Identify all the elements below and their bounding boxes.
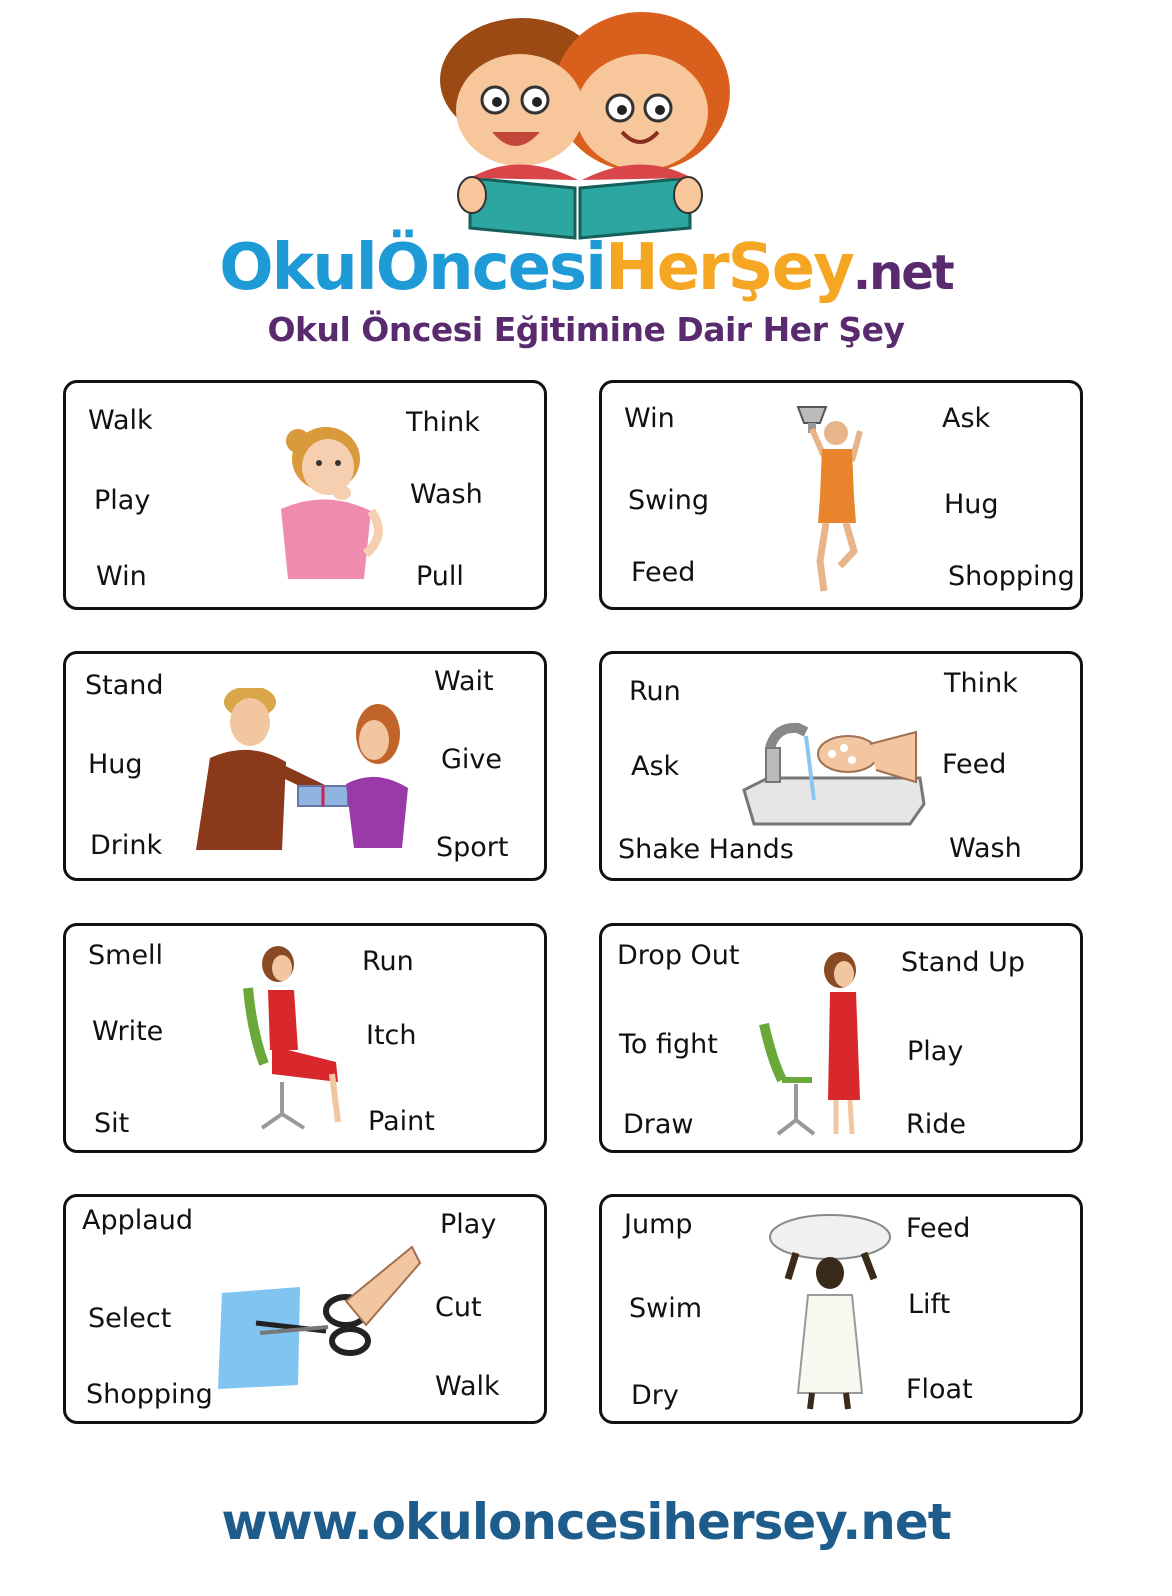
card-word: Ride xyxy=(906,1109,967,1140)
card-word: Give xyxy=(441,744,503,775)
card-word: Hug xyxy=(88,749,143,780)
vocab-card-8 xyxy=(599,1194,1083,1424)
card-word: Sport xyxy=(436,832,509,863)
card-word: Smell xyxy=(88,940,164,971)
scissors-cutting-icon xyxy=(216,1245,426,1399)
card-word: Jump xyxy=(624,1209,693,1240)
kids-reading-logo-icon xyxy=(430,10,730,240)
card-word: Play xyxy=(907,1036,964,1067)
woman-standing-up-icon xyxy=(758,950,878,1144)
card-word: Paint xyxy=(368,1106,435,1137)
brand-logo-text xyxy=(0,228,1172,313)
card-word: Feed xyxy=(906,1213,971,1244)
person-lifting-icon xyxy=(766,1213,896,1417)
card-word: Swim xyxy=(629,1293,703,1324)
card-word: Shopping xyxy=(86,1379,213,1410)
card-word: Draw xyxy=(623,1109,694,1140)
card-word: Walk xyxy=(88,405,153,436)
card-word: Float xyxy=(906,1374,973,1405)
card-word: Run xyxy=(362,946,414,977)
vocab-card-5 xyxy=(63,923,547,1153)
brand-part3: .net xyxy=(852,245,953,301)
card-word: Sit xyxy=(94,1108,130,1139)
card-word: Win xyxy=(624,403,675,434)
card-word: Cut xyxy=(435,1292,482,1323)
brand-part2: HerŞey xyxy=(605,231,853,305)
card-word: Stand xyxy=(85,670,164,701)
vocab-card-7 xyxy=(63,1194,547,1424)
boy-trophy-icon xyxy=(790,401,880,605)
card-word: Ask xyxy=(942,403,991,434)
card-word: To fight xyxy=(619,1029,718,1060)
card-word: Shopping xyxy=(948,561,1075,592)
card-word: Wait xyxy=(434,666,494,697)
card-word: Wash xyxy=(410,479,483,510)
hands-washing-icon xyxy=(740,708,930,832)
card-word: Write xyxy=(92,1016,164,1047)
woman-sitting-icon xyxy=(242,942,362,1142)
vocab-card-4 xyxy=(599,651,1083,881)
girl-thinking-icon xyxy=(256,419,396,588)
card-word: Lift xyxy=(908,1289,951,1320)
vocab-card-1 xyxy=(63,380,547,610)
card-word: Walk xyxy=(435,1371,500,1402)
footer-url: www.okuloncesihersey.net xyxy=(221,1493,951,1551)
card-word: Wash xyxy=(949,833,1022,864)
vocab-card-2 xyxy=(599,380,1083,610)
card-word: Applaud xyxy=(82,1205,194,1236)
card-word: Drink xyxy=(90,830,163,861)
card-word: Feed xyxy=(942,749,1007,780)
brand-part1: OkulÖncesi xyxy=(219,231,606,305)
card-word: Shake Hands xyxy=(618,834,794,865)
card-word: Hug xyxy=(944,489,999,520)
card-word: Stand Up xyxy=(901,947,1026,978)
vocab-card-6 xyxy=(599,923,1083,1153)
vocab-card-3 xyxy=(63,651,547,881)
card-word: Swing xyxy=(628,485,709,516)
card-word: Dry xyxy=(631,1380,679,1411)
card-word: Feed xyxy=(631,557,696,588)
card-word: Think xyxy=(406,407,480,438)
card-word: Think xyxy=(944,668,1018,699)
card-word: Play xyxy=(94,485,151,516)
card-word: Ask xyxy=(631,751,680,782)
card-word: Win xyxy=(96,561,147,592)
card-word: Drop Out xyxy=(617,940,740,971)
card-word: Pull xyxy=(416,561,464,592)
people-giving-gift-icon xyxy=(190,688,420,857)
card-word: Select xyxy=(88,1303,172,1334)
card-word: Run xyxy=(629,676,681,707)
tagline: Okul Öncesi Eğitimine Dair Her Şey xyxy=(267,310,905,349)
card-word: Itch xyxy=(366,1020,417,1051)
card-word: Play xyxy=(440,1209,497,1240)
